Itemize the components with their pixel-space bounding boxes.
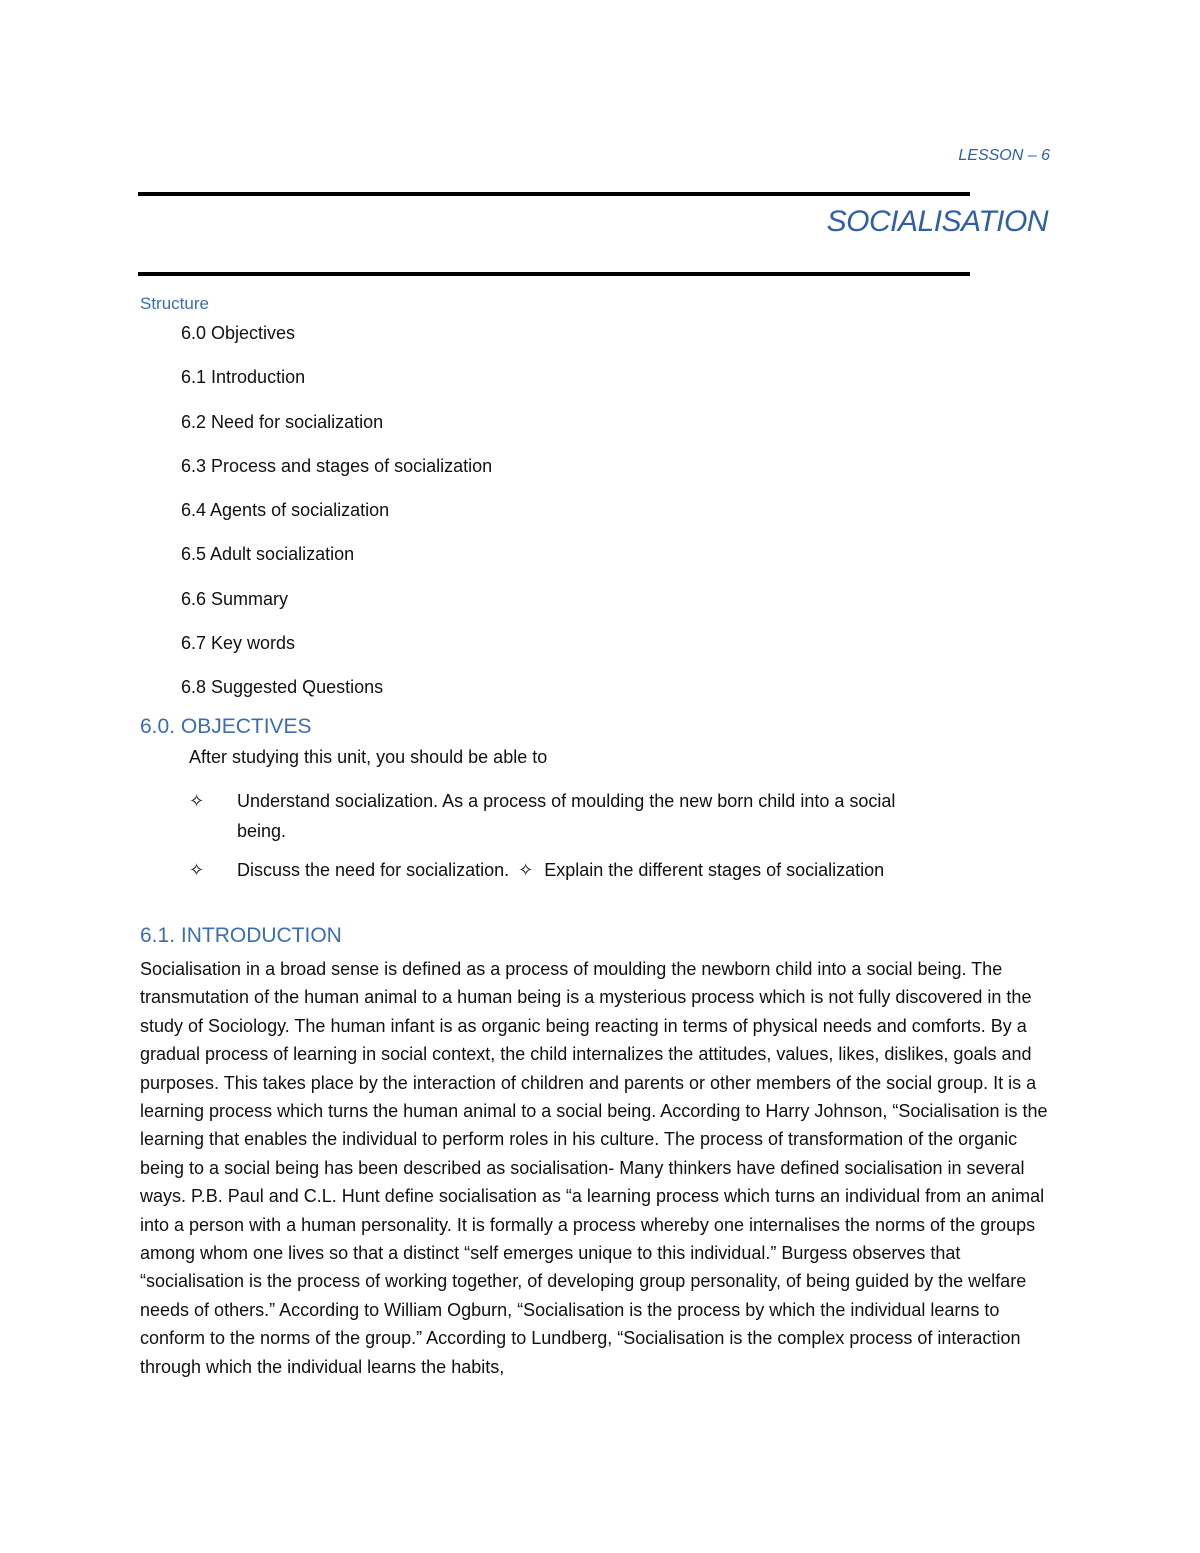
introduction-body: Socialisation in a broad sense is defined as a process of moulding the newborn child into a social being. The transmutation of the human animal to a human being is a mysterious process which is not fully discovered in the study of Sociology. The human infant is as organic being reacting in terms of physical needs and comforts. By a gradual process of learning in social context, the child internalizes the attitudes, values, likes, dislikes, goals and purposes. This takes place by the interaction of children and parents or other members of the social group. It is a learning process which turns the human animal to a social being. According to Harry Johnson, “Socialisation is the learning that enables the individual to perform roles in his culture. The process of transformation of the organic being to a social being has been described as socialisation- Many thinkers have defined socialisation in several ways. P.B. Paul and C.L. Hunt define socialisation as “a learning process which turns an individual from an animal into a person with a human personality. It is formally a process whereby one internalises the norms of the groups among whom one lives so that a distinct “self emerges unique to this individual.” Burgess observes that “socialisation is the process of working together, of developing group personality, of being guided by the welfare needs of others.” According to William Ogburn, “Socialisation is the process by which the individual learns to conform to the norms of the group.” According to Lundberg, “Socialisation is the complex process of interaction through which the individual learns the habits,	[140, 959, 1048, 1377]
structure-item: 6.6 Summary	[181, 588, 289, 609]
structure-item: 6.3 Process and stages of socialization	[181, 455, 493, 476]
objective-bullet	[189, 855, 899, 885]
structure-item: 6.4 Agents of socialization	[181, 500, 390, 521]
objective-text: Explain the different stages of socialization	[544, 860, 885, 880]
structure-item: 6.2 Need for socialization	[181, 411, 384, 432]
star-bullet-icon: ✧	[189, 860, 205, 880]
lesson-label: LESSON – 6	[958, 147, 1050, 164]
objective-bullet	[189, 786, 899, 846]
star-bullet-icon: ✧	[189, 791, 205, 811]
introduction-heading: 6.1. INTRODUCTION	[140, 924, 342, 947]
objectives-heading: 6.0. OBJECTIVES	[140, 715, 312, 738]
structure-heading: Structure	[140, 294, 209, 313]
objective-text: Understand socialization. As a process of moulding the new born child into a social being.	[237, 791, 896, 841]
title-rule-top	[138, 192, 970, 196]
structure-item: 6.5 Adult socialization	[181, 544, 355, 565]
structure-item: 6.7 Key words	[181, 633, 296, 654]
objective-text: Discuss the need for socialization.	[237, 860, 510, 880]
objectives-intro: After studying this unit, you should be able to	[189, 747, 548, 767]
structure-item: 6.1 Introduction	[181, 367, 306, 388]
structure-item: 6.0 Objectives	[181, 323, 296, 343]
structure-item: 6.8 Suggested Questions	[181, 677, 384, 698]
objective-text-group	[237, 855, 899, 885]
title-rule-bottom	[138, 272, 970, 276]
document-title: SOCIALISATION	[826, 205, 1048, 238]
star-bullet-icon: ✧	[518, 860, 534, 880]
structure-list	[181, 320, 492, 719]
